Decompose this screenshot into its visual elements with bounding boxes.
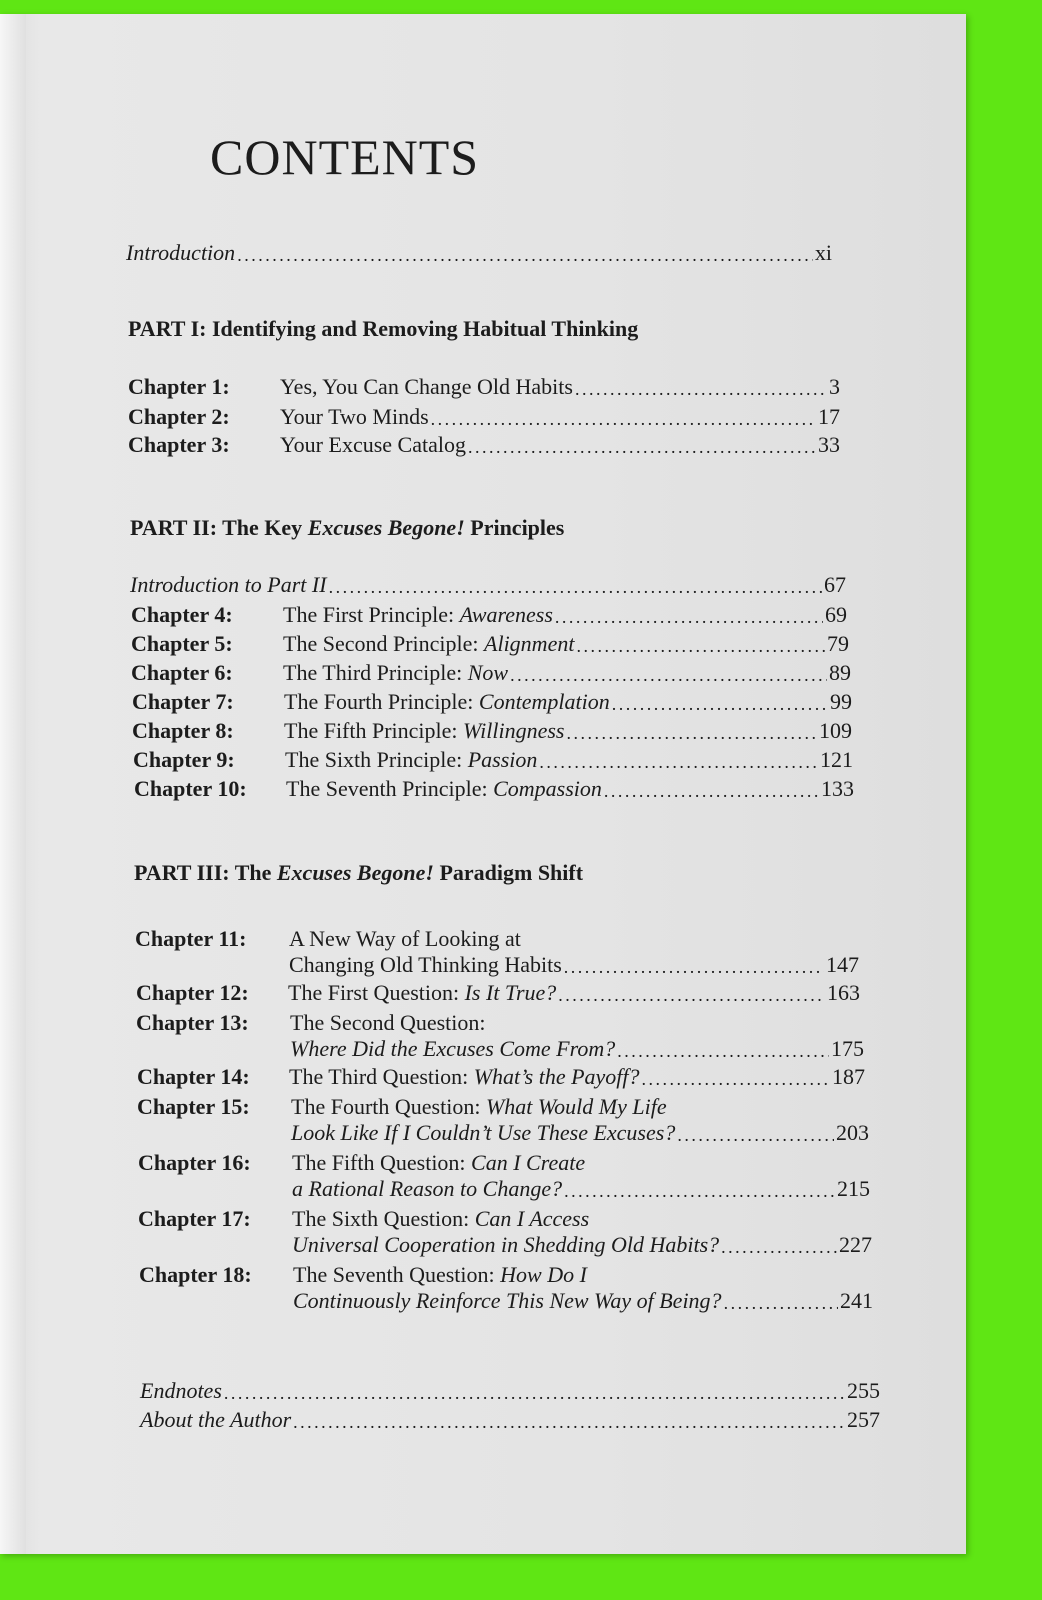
chapter-number: Chapter 17: (138, 1206, 251, 1231)
toc-entry-about-author (140, 1407, 880, 1433)
entry-page: 67 (824, 572, 846, 597)
chapter-title-line2: Changing Old Thinking Habits (289, 952, 562, 977)
toc-entry-chapter-15 (137, 1094, 869, 1148)
entry-page: xi (814, 240, 832, 265)
entry-label: About the Author (140, 1407, 292, 1432)
chapter-page: 109 (819, 718, 852, 743)
chapter-title-line2: a Rational Reason to Change? (292, 1176, 563, 1201)
dot-leader (617, 1040, 829, 1062)
dot-leader (293, 1411, 845, 1433)
toc-entry-chapter-13 (136, 1010, 864, 1064)
chapter-number: Chapter 14: (137, 1064, 250, 1089)
chapter-title: Yes, You Can Change Old Habits (280, 374, 573, 399)
chapter-number: Chapter 15: (137, 1094, 250, 1119)
dot-leader (558, 984, 825, 1006)
toc-entry-chapter-1 (128, 374, 840, 400)
chapter-page: 3 (829, 374, 840, 399)
chapter-page: 69 (825, 602, 847, 627)
chapter-title: The Fourth Principle: Contemplation (284, 689, 610, 714)
dot-leader (575, 378, 827, 400)
chapter-title-line1: The Second Question: (290, 1010, 486, 1035)
chapter-number: Chapter 13: (136, 1010, 249, 1035)
chapter-page: 163 (827, 980, 860, 1005)
toc-entry-chapter-5 (131, 631, 849, 657)
chapter-page: 203 (836, 1120, 869, 1145)
toc-entry-chapter-17 (138, 1206, 872, 1260)
chapter-number: Chapter 10: (134, 776, 247, 801)
chapter-title: The Sixth Principle: Passion (285, 747, 538, 772)
chapter-page: 17 (818, 404, 840, 429)
chapter-number: Chapter 12: (136, 980, 249, 1005)
chapter-number: Chapter 16: (138, 1150, 251, 1175)
page-title: CONTENTS (210, 129, 480, 185)
dot-leader (721, 1236, 837, 1258)
chapter-number: Chapter 6: (131, 660, 233, 685)
toc-entry-endnotes (140, 1378, 880, 1404)
chapter-page: 175 (831, 1036, 864, 1061)
entry-label: Endnotes (140, 1378, 222, 1403)
part-heading-suffix: Principles (464, 515, 565, 540)
part-heading-1: PART I: Identifying and Removing Habitual Thinking (128, 316, 639, 341)
dot-leader (564, 1180, 835, 1202)
chapter-title-line2: Universal Cooperation in Shedding Old Habits? (292, 1232, 720, 1257)
toc-entry-chapter-6 (131, 660, 851, 686)
toc-entry-chapter-11 (135, 926, 859, 980)
chapter-number: Chapter 7: (132, 689, 234, 714)
toc-entry-chapter-3 (128, 432, 840, 458)
part-heading-prefix: PART III: The (134, 860, 277, 885)
chapter-number: Chapter 3: (128, 432, 230, 457)
part-heading-suffix: Paradigm Shift (433, 860, 584, 885)
chapter-title: Your Two Minds (280, 404, 429, 429)
toc-entry-chapter-16 (138, 1150, 870, 1204)
chapter-title: The First Question: Is It True? (288, 980, 557, 1005)
dot-leader (677, 1124, 834, 1146)
chapter-number: Chapter 4: (131, 602, 233, 627)
chapter-page: 99 (830, 689, 852, 714)
part-heading-prefix: PART II: The Key (130, 515, 308, 540)
entry-page: 257 (847, 1407, 880, 1432)
chapter-title: The Third Principle: Now (283, 660, 509, 685)
chapter-title-line2-row (292, 1176, 870, 1202)
dot-leader (237, 244, 813, 266)
toc-entry-chapter-10 (134, 776, 854, 802)
dot-leader (510, 664, 827, 686)
toc-entry-part2-intro (130, 572, 846, 598)
entry-label: Introduction to Part II (130, 572, 327, 597)
chapter-title-line2-row (292, 1232, 872, 1258)
toc-entry-chapter-8 (132, 718, 852, 744)
toc-entry-chapter-14 (137, 1064, 865, 1090)
chapter-page: 227 (839, 1232, 872, 1257)
dot-leader (566, 722, 817, 744)
dot-leader (224, 1382, 845, 1404)
dot-leader (329, 576, 822, 598)
dot-leader (724, 1292, 838, 1314)
chapter-title: The Second Principle: Alignment (283, 631, 575, 656)
chapter-title-line1: The Fifth Question: Can I Create (292, 1150, 586, 1175)
chapter-number: Chapter 5: (131, 631, 233, 656)
chapter-title-line2: Continuously Reinforce This New Way of Being? (293, 1288, 722, 1313)
chapter-title: The First Principle: Awareness (283, 602, 553, 627)
chapter-page: 187 (832, 1064, 865, 1089)
chapter-page: 121 (820, 747, 853, 772)
chapter-number: Chapter 8: (132, 718, 234, 743)
chapter-title: The Fifth Principle: Willingness (284, 718, 565, 743)
chapter-page: 79 (827, 631, 849, 656)
toc-entry-chapter-4 (131, 602, 847, 628)
dot-leader (431, 408, 816, 430)
toc-entry-chapter-9 (133, 747, 853, 773)
entry-page: 255 (847, 1378, 880, 1403)
chapter-title: Your Excuse Catalog (280, 432, 466, 457)
chapter-page: 89 (829, 660, 851, 685)
page-edge (0, 14, 26, 1554)
chapter-title: The Third Question: What’s the Payoff? (289, 1064, 640, 1089)
part-heading-italic: Excuses Begone! (276, 860, 434, 885)
chapter-page: 215 (837, 1176, 870, 1201)
chapter-number: Chapter 2: (128, 404, 230, 429)
chapter-title-line2-row (290, 1036, 864, 1062)
chapter-title: The Seventh Principle: Compassion (286, 776, 602, 801)
part-heading-2 (130, 515, 564, 541)
chapter-title-line2: Where Did the Excuses Come From? (290, 1036, 616, 1061)
toc-entry-chapter-7 (132, 689, 852, 715)
entry-label: Introduction (126, 240, 236, 265)
chapter-page: 147 (826, 952, 859, 977)
chapter-number: Chapter 1: (128, 374, 230, 399)
toc-entry-chapter-12 (136, 980, 860, 1006)
chapter-number: Chapter 11: (135, 926, 247, 951)
chapter-title-line1: The Sixth Question: Can I Access (292, 1206, 590, 1231)
dot-leader (612, 693, 828, 715)
dot-leader (642, 1068, 830, 1090)
dot-leader (564, 956, 824, 978)
toc-entry-chapter-18 (139, 1262, 873, 1316)
chapter-page: 241 (840, 1288, 873, 1313)
chapter-number: Chapter 9: (133, 747, 235, 772)
dot-leader (604, 780, 819, 802)
dot-leader (468, 436, 816, 458)
chapter-title-line1: The Fourth Question: What Would My Life (291, 1094, 667, 1119)
dot-leader (539, 751, 818, 773)
dot-leader (576, 635, 825, 657)
toc-entry-chapter-2 (128, 404, 840, 430)
chapter-title-line2-row (293, 1288, 873, 1314)
chapter-title-line1: The Seventh Question: How Do I (293, 1262, 587, 1287)
chapter-number: Chapter 18: (139, 1262, 252, 1287)
chapter-page: 33 (818, 432, 840, 457)
toc-entry-introduction (126, 240, 832, 266)
chapter-title-line2-row (291, 1120, 869, 1146)
part-heading-italic: Excuses Begone! (307, 515, 465, 540)
chapter-page: 133 (821, 776, 854, 801)
chapter-title-line2-row (289, 952, 859, 978)
dot-leader (555, 606, 823, 628)
chapter-title-line1: A New Way of Looking at (289, 926, 521, 951)
part-heading-3 (134, 860, 583, 886)
chapter-title-line2: Look Like If I Couldn’t Use These Excuses? (291, 1120, 676, 1145)
